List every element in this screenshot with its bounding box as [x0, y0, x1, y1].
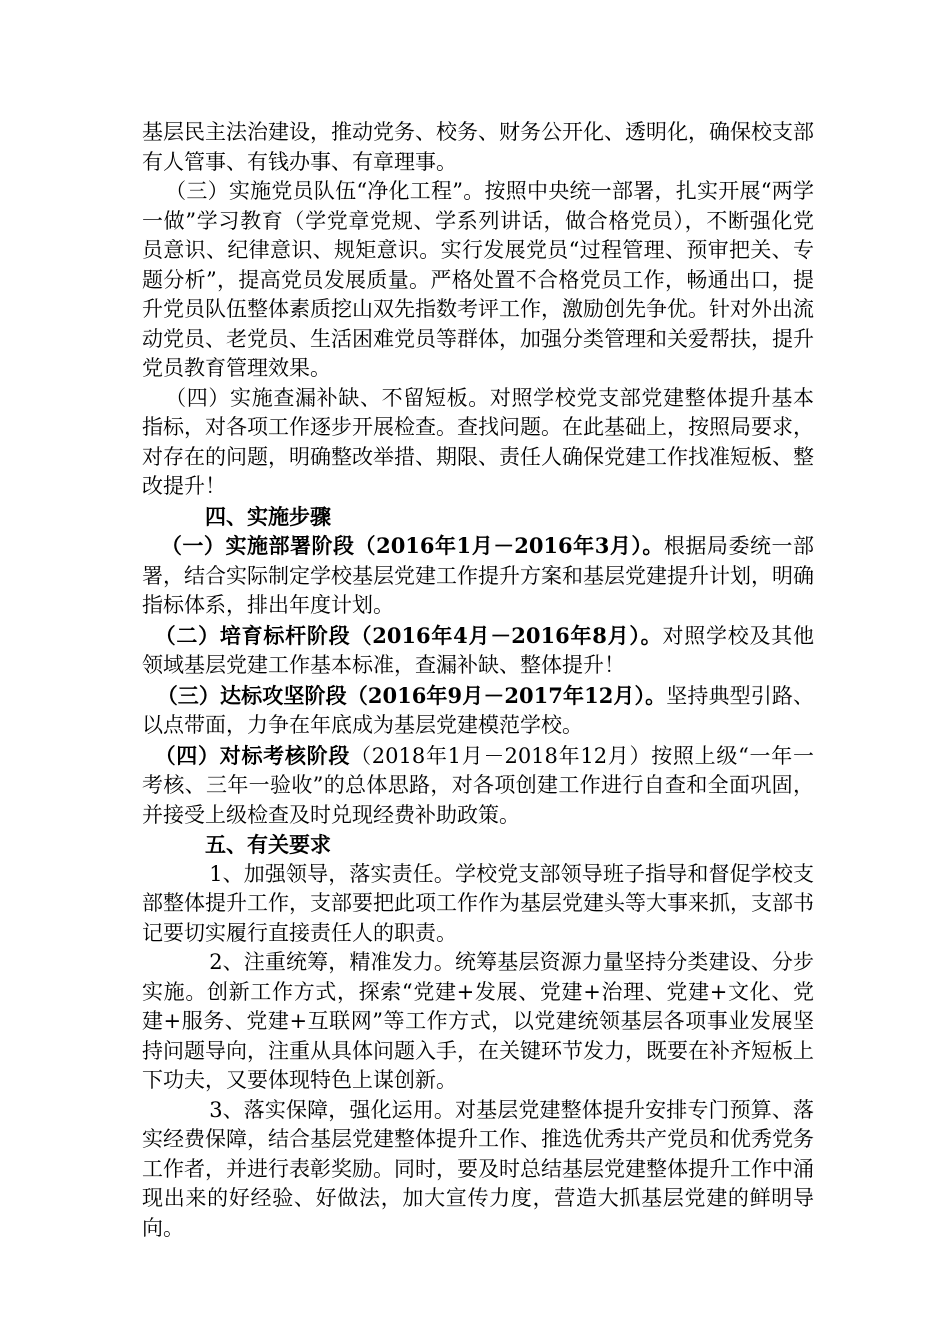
paragraph-text: 坚持典型引路、以点带面，力争在年底成为基层党建模范学校。	[142, 683, 815, 737]
step-title: （二）培育标杆阶段（2016年4月－2016年8月）。	[154, 622, 663, 648]
step-title: （三）达标攻坚阶段（2016年9月－2017年12月）。	[156, 682, 667, 708]
paragraph-text: 3、落实保障，强化运用。对基层党建整体提升安排专门预算、落实经费保障，结合基层党建整体提升工作、推选优秀共产党员和优秀党务工作者，并进行表彰奖励。同时，要及时总结基层党建整体提升工作中涌现出来的好经验、好做法，加大宣传力度，营造大抓基层党建的鲜明导向。	[142, 1097, 814, 1240]
paragraph-text: 1、加强领导，落实责任。学校党支部领导班子指导和督促学校支部整体提升工作，支部要把此项工作作为基层党建头等大事来抓，支部书记要切实履行直接责任人的职责。	[142, 861, 814, 945]
paragraph-step-3	[142, 681, 814, 741]
paragraph-step-1	[142, 531, 814, 621]
paragraph-text: （2018年1月－2018年12月）按照上级“一年一考核、三年一验收”的总体思路，对各项创建工作进行自查和全面巩固，并接受上级检查及时兑现经费补助政策。	[142, 743, 814, 827]
step-title: （一）实施部署阶段（2016年1月－2016年3月）。	[160, 533, 664, 558]
section-heading-requirements	[142, 830, 814, 860]
paragraph-requirement-2	[142, 948, 814, 1096]
paragraph-democracy	[142, 118, 814, 177]
paragraph-purification-project	[142, 177, 814, 384]
step-title: （四）对标考核阶段	[154, 742, 351, 768]
section-heading-steps	[142, 502, 814, 532]
paragraph-text: 根据局委统一部署，结合实际制定学校基层党建工作提升方案和基层党建提升计划，明确指标体系，排出年度计划。	[142, 534, 815, 617]
document-body	[142, 118, 814, 1243]
heading-text: 五、有关要求	[205, 832, 331, 857]
paragraph-text: 基层民主法治建设，推动党务、校务、财务公开化、透明化，确保校支部有人管事、有钱办事、有章理事。	[142, 120, 814, 174]
paragraph-fill-gaps	[142, 384, 814, 502]
paragraph-text: 2、注重统筹，精准发力。统筹基层资源力量坚持分类建设、分步实施。创新工作方式，探索“党建+发展、党建+治理、党建+文化、党建+服务、党建+互联网”等工作方式，以党建统领基层各项事业发展坚持问题导向，注重从具体问题入手，在关键环节发力，既要在补齐短板上下功夫，又要体现特色上谋创新。	[142, 950, 814, 1092]
paragraph-text: （四）实施查漏补缺、不留短板。对照学校党支部党建整体提升基本指标，对各项工作逐步开展检查。查找问题。在此基础上，按照局要求，对存在的问题，明确整改举措、期限、责任人确保党建工作找准短板、整改提升！	[142, 385, 814, 498]
heading-text: 四、实施步骤	[205, 503, 331, 529]
paragraph-step-2	[142, 621, 814, 681]
paragraph-text: （三）实施党员队伍“净化工程”。按照中央统一部署，扎实开展“两学一做”学习教育（学党章党规、学系列讲话，做合格党员），不断强化党员意识、纪律意识、规矩意识。实行发展党员“过程管理、预审把关、专题分析”，提高党员发展质量。严格处置不合格党员工作，畅通出口，提升党员队伍整体素质挖山双先指数考评工作，激励创先争优。针对外出流动党员、老党员、生活困难党员等群体，加强分类管理和关爱帮扶，提升党员教育管理效果。	[142, 179, 814, 380]
paragraph-step-4	[142, 741, 814, 831]
paragraph-requirement-3	[142, 1096, 814, 1244]
paragraph-text: 对照学校及其他领域基层党建工作基本标准，查漏补缺、整体提升！	[142, 623, 815, 677]
paragraph-requirement-1	[142, 860, 814, 949]
